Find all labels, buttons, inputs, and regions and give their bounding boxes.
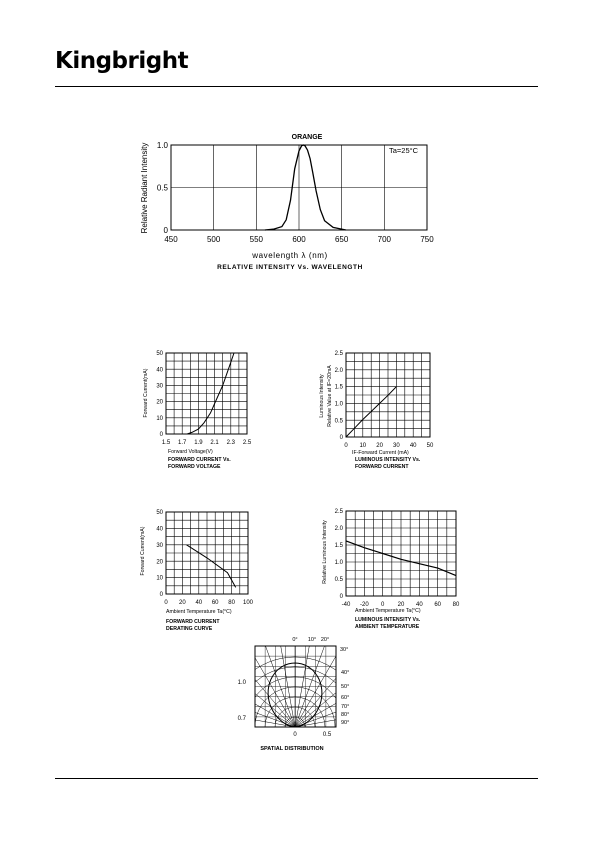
y-tick-label: 0.5 — [334, 577, 343, 584]
x-tick-label: 0 — [344, 443, 348, 449]
y-tick-label: 1.0 — [156, 140, 168, 150]
x-tick-label: 20 — [179, 600, 186, 606]
x-tick-label: 20 — [376, 443, 383, 449]
radius-label: 1.0 — [237, 680, 246, 686]
angle-label: 40° — [341, 670, 350, 676]
x-tick-label: 1.7 — [178, 440, 187, 446]
x-tick-label: 30 — [393, 443, 400, 449]
x-tick-label: 1.5 — [161, 440, 171, 446]
chart-title: ORANGE — [291, 134, 323, 141]
x-tick-label: 650 — [334, 235, 349, 244]
x-tick-label: 40 — [195, 600, 203, 606]
y-tick-label: 40 — [156, 526, 163, 533]
y-tick-label: 2.5 — [334, 509, 343, 516]
y-tick-label: 2.0 — [334, 526, 343, 533]
x-tick-label: 550 — [249, 235, 264, 244]
x-tick-label: 2.3 — [226, 440, 235, 446]
x-tick-label: 80 — [452, 602, 460, 608]
radius-label: 0.7 — [237, 716, 246, 722]
x-tick-label: 40 — [415, 602, 423, 608]
y-axis-label: Relative Radiant Intensity — [140, 142, 149, 234]
chart-caption: LUMINOUS INTENSITY Vs. — [355, 457, 421, 463]
x-tick-label: 20 — [397, 602, 405, 608]
chart-caption: RELATIVE INTENSITY Vs. WAVELENGTH — [217, 264, 363, 271]
x-tick-label: 80 — [228, 600, 235, 606]
y-tick-label: 40 — [156, 367, 163, 374]
x-tick-label: 40 — [409, 443, 417, 449]
y-tick-label: 50 — [156, 351, 163, 358]
bottom-scale-label: 0 — [293, 732, 297, 738]
y-tick-label: 0.5 — [156, 183, 168, 193]
polar-grid-group — [175, 607, 415, 797]
angle-label: 60° — [341, 695, 350, 701]
y-axis-label: Luminous Intensity — [319, 374, 325, 418]
y-tick-label: 2.0 — [334, 367, 343, 374]
x-tick-label: 750 — [420, 235, 434, 244]
y-tick-label: 2.5 — [334, 351, 343, 358]
chart-caption: AMBIENT TEMPERATURE — [355, 624, 420, 630]
y-tick-label: 1.5 — [334, 384, 343, 391]
y-tick-label: 0 — [339, 435, 343, 442]
x-axis-label: Forward Voltage(V) — [168, 449, 213, 455]
x-tick-label: 2.5 — [242, 440, 252, 446]
y-axis-label: Forward Current(mA) — [140, 526, 146, 576]
angle-label: 30° — [340, 647, 349, 653]
y-axis-label: Relative Value at IF=20mA — [327, 365, 333, 427]
x-axis-label: wavelength λ (nm) — [252, 251, 328, 260]
y-tick-label: 1.5 — [334, 543, 343, 550]
y-tick-label: 0 — [159, 432, 163, 439]
angle-label: 90° — [341, 720, 350, 726]
chart-caption: DERATING CURVE — [166, 626, 213, 632]
y-tick-label: 0.5 — [334, 418, 343, 425]
y-tick-label: 50 — [156, 510, 163, 517]
x-tick-label: -40 — [341, 602, 351, 608]
y-axis-label: Relative Luminous Intensity — [322, 520, 328, 584]
x-tick-label: 450 — [164, 235, 178, 244]
chart-caption: FORWARD VOLTAGE — [168, 464, 221, 470]
bottom-scale-label: 0.5 — [322, 732, 332, 738]
y-axis-label: Forward Current(mA) — [143, 368, 149, 418]
y-tick-label: 0 — [339, 594, 343, 601]
y-tick-label: 20 — [156, 559, 163, 566]
chart-caption: LUMINOUS INTENSITY Vs. — [355, 617, 421, 623]
x-tick-label: 2.1 — [210, 440, 219, 446]
chart-annotation: Ta=25°C — [389, 146, 419, 155]
y-tick-label: 10 — [156, 575, 163, 582]
brand-logo: Kingbright — [55, 48, 189, 74]
x-tick-label: 500 — [206, 235, 221, 244]
angle-label: 70° — [341, 704, 350, 710]
chart-caption: SPATIAL DISTRIBUTION — [260, 746, 324, 752]
chart-caption: FORWARD CURRENT — [355, 464, 409, 470]
x-tick-label: -20 — [359, 602, 369, 608]
x-tick-label: 60 — [434, 602, 442, 608]
x-tick-label: 60 — [211, 600, 219, 606]
angle-label: 20° — [320, 637, 330, 643]
x-tick-label: 50 — [426, 443, 434, 449]
angle-label: 0° — [292, 637, 298, 643]
chart-caption: FORWARD CURRENT Vs. — [168, 457, 231, 463]
x-tick-label: 0 — [380, 602, 385, 608]
x-tick-label: 1.9 — [194, 440, 203, 446]
x-axis-label: Ambient Temperature Ta(°C) — [355, 608, 421, 614]
x-axis-label: IF-Forward Current (mA) — [352, 450, 409, 456]
y-tick-label: 1.0 — [334, 401, 343, 408]
series-line — [187, 545, 236, 588]
x-tick-label: 10 — [359, 443, 367, 449]
x-tick-label: 0 — [164, 600, 168, 606]
y-tick-label: 30 — [156, 542, 163, 549]
angle-label: 50° — [341, 684, 350, 690]
y-tick-label: 0 — [163, 225, 168, 235]
angle-label: 80° — [341, 712, 350, 718]
chart-caption: FORWARD CURRENT — [166, 619, 220, 625]
y-tick-label: 30 — [156, 383, 163, 390]
y-tick-label: 20 — [156, 399, 163, 406]
x-tick-label: 100 — [242, 600, 254, 606]
angle-label: 10° — [307, 637, 317, 643]
x-tick-label: 600 — [292, 235, 306, 244]
x-axis-label: Ambient Temperature Ta(°C) — [166, 609, 232, 615]
y-tick-label: 1.0 — [334, 560, 343, 567]
y-tick-label: 0 — [159, 592, 163, 599]
x-tick-label: 700 — [377, 235, 392, 244]
y-tick-label: 10 — [156, 415, 163, 422]
